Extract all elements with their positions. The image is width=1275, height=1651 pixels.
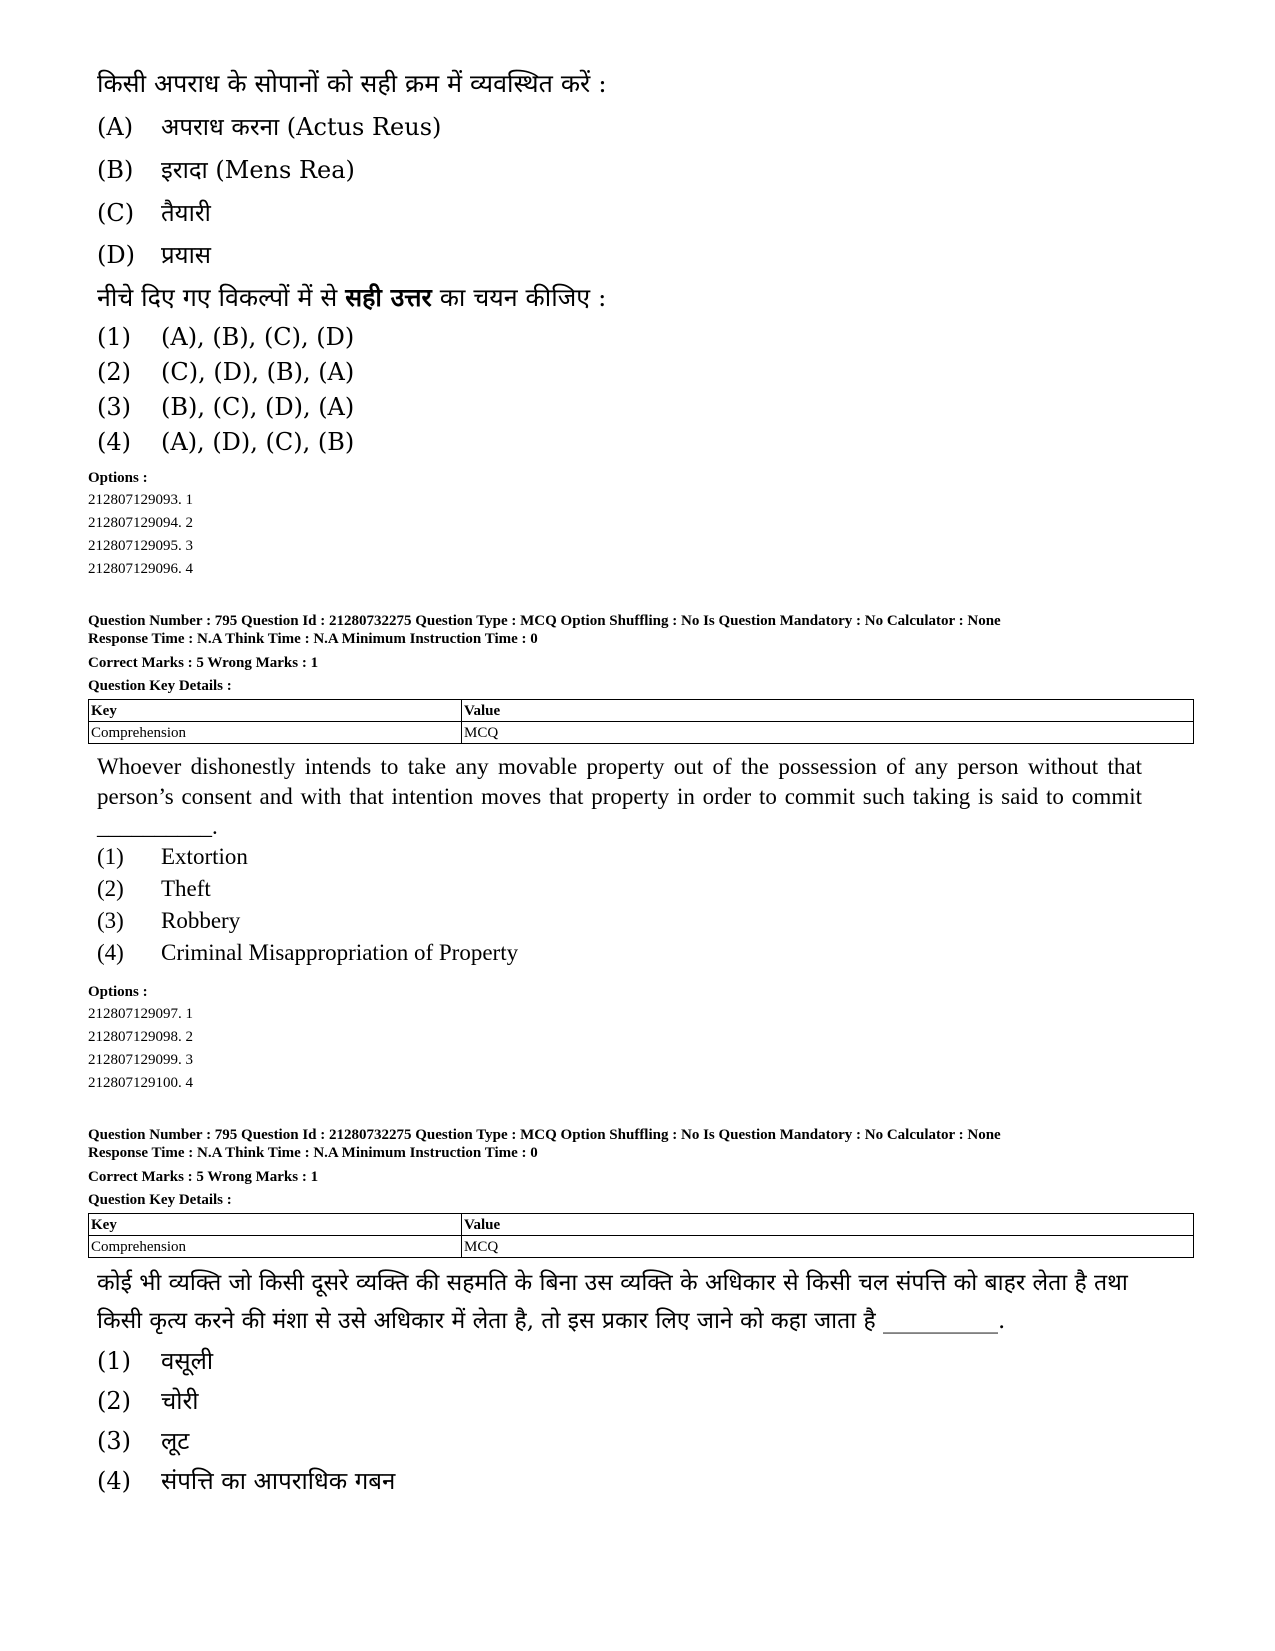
question-meta bbox=[88, 1126, 1208, 1162]
option-id: 212807129097. 1 bbox=[88, 1006, 193, 1022]
choice-text: (A), (D), (C), (B) bbox=[161, 428, 355, 456]
instruction-line bbox=[97, 282, 606, 314]
key-details-heading: Question Key Details : bbox=[88, 1192, 232, 1208]
question-stem: Whoever dishonestly intends to take any movable property out of the possession of any person without that person’s consent and with that intention moves that property in order to commit such taking is said to commit __________. bbox=[97, 754, 1142, 839]
question-meta-line-1: Question Number : 795 Question Id : 21280732275 Question Type : MCQ Option Shuffling : No Is Question Mandatory : No Calculator : None bbox=[88, 1127, 1001, 1143]
statement-label: (C) bbox=[97, 199, 135, 227]
table-header-cell: Value bbox=[462, 1214, 1194, 1236]
marks-line: Correct Marks : 5 Wrong Marks : 1 bbox=[88, 655, 319, 671]
instruction-bold: सही उत्तर bbox=[345, 283, 432, 312]
option-id: 212807129100. 4 bbox=[88, 1075, 193, 1091]
instruction-post: का चयन कीजिए : bbox=[431, 283, 607, 312]
question-stem: कोई भी व्यक्ति जो किसी दूसरे व्यक्ति की सहमति के बिना उस व्यक्ति के अधिकार से किसी चल संपत्ति को बाहर लेता है तथा किसी कृत्य करने की मंशा से उसे अधिकार में लेता है, तो इस प्रकार लिए जाने को कहा जाता है __________. bbox=[97, 1270, 1128, 1334]
question-stem: किसी अपराध के सोपानों को सही क्रम में व्यवस्थित करें : bbox=[97, 69, 607, 98]
options-heading: Options : bbox=[88, 470, 148, 486]
key-details-heading: Question Key Details : bbox=[88, 678, 232, 694]
choice-text: Theft bbox=[161, 876, 211, 901]
option-id: 212807129094. 2 bbox=[88, 515, 193, 531]
table-header-cell: Value bbox=[462, 700, 1194, 722]
answer-choice bbox=[97, 1346, 213, 1376]
choice-label: (1) bbox=[97, 323, 131, 351]
table-cell: Comprehension bbox=[89, 1236, 462, 1258]
statement-label: (D) bbox=[97, 241, 135, 269]
choice-label: (2) bbox=[97, 1387, 131, 1415]
answer-choice bbox=[97, 1386, 199, 1416]
table-cell: Comprehension bbox=[89, 722, 462, 744]
choice-text: Criminal Misappropriation of Property bbox=[161, 940, 519, 965]
choice-label: (1) bbox=[97, 844, 124, 869]
table-header-row bbox=[89, 1214, 1194, 1236]
statement-item bbox=[97, 155, 355, 185]
choice-text: वसूली bbox=[161, 1347, 214, 1375]
statement-label: (A) bbox=[97, 113, 134, 141]
instruction-pre: नीचे दिए गए विकल्पों में से bbox=[97, 283, 346, 312]
choice-label: (1) bbox=[97, 1347, 131, 1375]
choice-text: (A), (B), (C), (D) bbox=[161, 323, 355, 351]
table-header-cell: Key bbox=[89, 1214, 462, 1236]
option-id: 212807129098. 2 bbox=[88, 1029, 193, 1045]
statement-text: तैयारी bbox=[161, 199, 211, 227]
choice-text: (C), (D), (B), (A) bbox=[161, 358, 355, 386]
statement-item bbox=[97, 112, 441, 142]
choice-label: (4) bbox=[97, 428, 131, 456]
choice-text: चोरी bbox=[161, 1387, 199, 1415]
table-row bbox=[89, 722, 1194, 744]
table-cell: MCQ bbox=[462, 1236, 1194, 1258]
table-header-cell: Key bbox=[89, 700, 462, 722]
answer-choice bbox=[97, 842, 248, 872]
option-id: 212807129099. 3 bbox=[88, 1052, 193, 1068]
choice-text: Robbery bbox=[161, 908, 241, 933]
choice-label: (3) bbox=[97, 393, 131, 421]
marks-line: Correct Marks : 5 Wrong Marks : 1 bbox=[88, 1169, 319, 1185]
answer-choice bbox=[97, 427, 354, 457]
choice-text: (B), (C), (D), (A) bbox=[161, 393, 355, 421]
statement-item bbox=[97, 240, 211, 270]
statement-text: अपराध करना (Actus Reus) bbox=[161, 113, 442, 141]
table-row bbox=[89, 1236, 1194, 1258]
choice-label: (2) bbox=[97, 358, 131, 386]
choice-label: (2) bbox=[97, 876, 124, 901]
options-heading: Options : bbox=[88, 984, 148, 1000]
answer-choice bbox=[97, 357, 354, 387]
choice-label: (4) bbox=[97, 940, 124, 965]
answer-choice bbox=[97, 1426, 189, 1456]
choice-label: (4) bbox=[97, 1467, 131, 1495]
table-header-row bbox=[89, 700, 1194, 722]
question-meta bbox=[88, 612, 1208, 648]
statement-label: (B) bbox=[97, 156, 134, 184]
option-id: 212807129093. 1 bbox=[88, 492, 193, 508]
question-meta-line-2: Response Time : N.A Think Time : N.A Minimum Instruction Time : 0 bbox=[88, 631, 538, 647]
key-details-table bbox=[88, 699, 1194, 744]
answer-choice bbox=[97, 392, 354, 422]
answer-choice bbox=[97, 1466, 395, 1496]
key-details-table bbox=[88, 1213, 1194, 1258]
question-meta-line-1: Question Number : 795 Question Id : 21280732275 Question Type : MCQ Option Shuffling : No Is Question Mandatory : No Calculator : None bbox=[88, 613, 1001, 629]
answer-choice bbox=[97, 874, 211, 904]
choice-text: Extortion bbox=[161, 844, 248, 869]
option-id: 212807129096. 4 bbox=[88, 561, 193, 577]
answer-choice bbox=[97, 906, 240, 936]
choice-text: लूट bbox=[161, 1427, 190, 1455]
choice-label: (3) bbox=[97, 1427, 131, 1455]
statement-text: प्रयास bbox=[161, 241, 212, 269]
option-id: 212807129095. 3 bbox=[88, 538, 193, 554]
statement-text: इरादा (Mens Rea) bbox=[161, 156, 355, 184]
statement-item bbox=[97, 198, 211, 228]
answer-choice bbox=[97, 938, 518, 968]
choice-text: संपत्ति का आपराधिक गबन bbox=[161, 1467, 396, 1495]
choice-label: (3) bbox=[97, 908, 124, 933]
answer-choice bbox=[97, 322, 354, 352]
question-meta-line-2: Response Time : N.A Think Time : N.A Minimum Instruction Time : 0 bbox=[88, 1145, 538, 1161]
table-cell: MCQ bbox=[462, 722, 1194, 744]
